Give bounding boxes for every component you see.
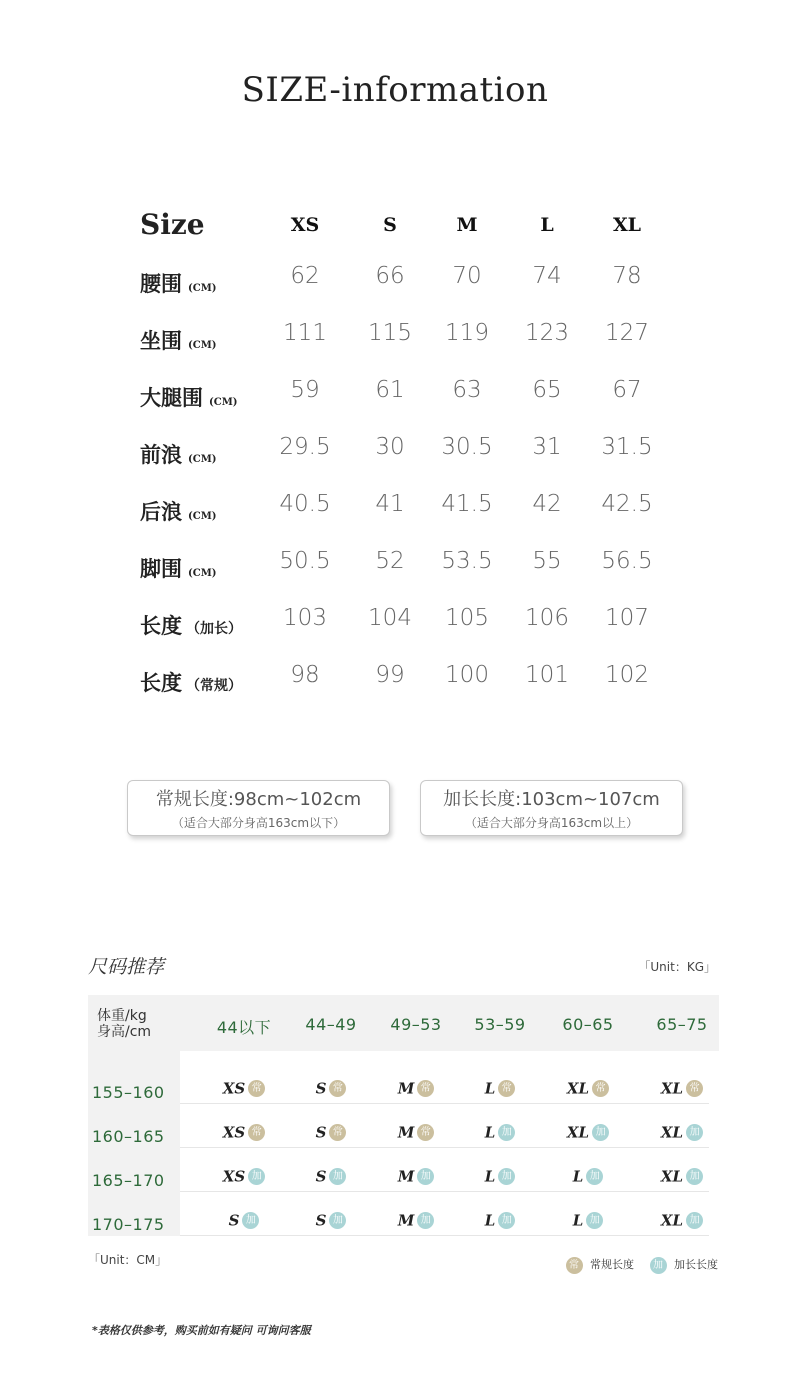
size-value: 50.5 xyxy=(279,548,331,574)
weight-col-2: 49–53 xyxy=(390,1015,442,1034)
legend-long xyxy=(650,1256,719,1274)
size-label: L xyxy=(484,1167,496,1186)
recommended-size xyxy=(371,1210,461,1230)
regular-length-info xyxy=(127,780,390,836)
size-label: S xyxy=(315,1167,327,1186)
size-value: 105 xyxy=(445,605,489,631)
size-value: 59 xyxy=(290,377,320,403)
size-value: 30.5 xyxy=(441,434,493,460)
measure-unit: (CM) xyxy=(188,454,217,465)
size-value: 52 xyxy=(375,548,405,574)
measure-name: 后浪 xyxy=(140,499,182,524)
size-value: 30 xyxy=(375,434,405,460)
recommended-size xyxy=(543,1166,633,1186)
recommended-size xyxy=(286,1078,376,1098)
row-divider xyxy=(180,1235,709,1236)
size-header-xl: XL xyxy=(612,214,642,236)
recommended-size xyxy=(371,1078,461,1098)
size-value: 63 xyxy=(452,377,482,403)
size-value: 111 xyxy=(283,320,327,346)
size-value: 42 xyxy=(532,491,562,517)
size-header-label: Size xyxy=(140,208,205,241)
measure-name: 前浪 xyxy=(140,442,182,467)
long-badge-icon: 加 xyxy=(592,1124,609,1141)
measure-name: 坐围 xyxy=(140,328,182,353)
measure-unit: （常规） xyxy=(186,678,242,694)
recommended-size xyxy=(637,1166,727,1186)
measure-label xyxy=(140,667,242,697)
size-value: 55 xyxy=(532,548,562,574)
long-badge-icon: 加 xyxy=(686,1168,703,1185)
weight-col-4: 60–65 xyxy=(562,1015,614,1034)
size-label: XL xyxy=(660,1167,684,1186)
size-value: 41.5 xyxy=(441,491,493,517)
weight-col-5: 65–75 xyxy=(656,1015,708,1034)
size-value: 41 xyxy=(375,491,405,517)
size-value: 103 xyxy=(283,605,327,631)
regular-length-sub: （适合大部分身高163cm以下） xyxy=(171,816,346,830)
regular-badge-icon: 常 xyxy=(592,1080,609,1097)
size-label: XL xyxy=(566,1079,590,1098)
recommended-size xyxy=(543,1122,633,1142)
measure-label xyxy=(140,496,217,526)
page-title: SIZE-information xyxy=(241,70,549,110)
recommended-size xyxy=(199,1078,289,1098)
size-label: XL xyxy=(660,1211,684,1230)
size-label: S xyxy=(315,1079,327,1098)
recommendation-row xyxy=(88,1192,719,1236)
recommended-size xyxy=(286,1166,376,1186)
measure-name: 大腿围 xyxy=(140,385,203,410)
size-header-xs: XS xyxy=(290,214,320,236)
recommended-size xyxy=(286,1122,376,1142)
regular-length-main: 常规长度:98cm~102cm xyxy=(155,789,362,810)
long-length-main: 加长长度:103cm~107cm xyxy=(443,789,660,810)
size-value: 106 xyxy=(525,605,569,631)
recommendation-row xyxy=(88,1148,719,1192)
size-value: 40.5 xyxy=(279,491,331,517)
size-value: 31 xyxy=(532,434,562,460)
regular-badge-icon: 常 xyxy=(417,1080,434,1097)
size-value: 29.5 xyxy=(279,434,331,460)
size-label: M xyxy=(397,1079,415,1098)
measure-unit: (CM) xyxy=(188,340,217,351)
size-label: S xyxy=(315,1123,327,1142)
recommended-size xyxy=(543,1210,633,1230)
size-label: M xyxy=(397,1167,415,1186)
regular-badge-icon: 常 xyxy=(329,1124,346,1141)
long-badge-icon: 加 xyxy=(242,1212,259,1229)
recommended-size xyxy=(371,1122,461,1142)
recommended-size xyxy=(543,1078,633,1098)
measure-name: 腰围 xyxy=(140,271,182,296)
recommended-size xyxy=(199,1166,289,1186)
size-label: XS xyxy=(222,1167,246,1186)
long-badge-icon: 加 xyxy=(417,1212,434,1229)
height-range: 170–175 xyxy=(92,1215,165,1234)
measure-name: 长度 xyxy=(140,613,182,638)
size-value: 107 xyxy=(605,605,649,631)
recommendation-title: 尺码推荐 xyxy=(88,956,165,978)
size-value: 123 xyxy=(525,320,569,346)
size-header-s: S xyxy=(383,214,397,236)
regular-badge-icon: 常 xyxy=(566,1257,583,1274)
height-range: 165–170 xyxy=(92,1171,165,1190)
size-label: L xyxy=(572,1211,584,1230)
size-value: 62 xyxy=(290,263,320,289)
long-badge-icon: 加 xyxy=(498,1212,515,1229)
weight-col-3: 53–59 xyxy=(474,1015,526,1034)
size-label: S xyxy=(228,1211,240,1230)
long-badge-icon: 加 xyxy=(686,1212,703,1229)
size-value: 101 xyxy=(525,662,569,688)
size-value: 70 xyxy=(452,263,482,289)
corner-height-label: 身高/cm xyxy=(97,1024,152,1040)
regular-badge-icon: 常 xyxy=(417,1124,434,1141)
size-header-l: L xyxy=(540,214,554,236)
size-label: XL xyxy=(660,1079,684,1098)
height-range: 160–165 xyxy=(92,1127,165,1146)
size-value: 78 xyxy=(612,263,642,289)
long-badge-icon: 加 xyxy=(650,1257,667,1274)
size-value: 53.5 xyxy=(441,548,493,574)
size-label: L xyxy=(484,1123,496,1142)
measure-label xyxy=(140,553,217,583)
size-value: 56.5 xyxy=(601,548,653,574)
long-badge-icon: 加 xyxy=(498,1124,515,1141)
measure-label xyxy=(140,382,238,412)
recommended-size xyxy=(455,1210,545,1230)
recommendation-row xyxy=(88,1060,719,1104)
size-value: 67 xyxy=(612,377,642,403)
measure-label xyxy=(140,610,242,640)
size-value: 100 xyxy=(445,662,489,688)
regular-badge-icon: 常 xyxy=(248,1080,265,1097)
recommended-size xyxy=(199,1210,289,1230)
measure-unit: (CM) xyxy=(188,283,217,294)
size-value: 42.5 xyxy=(601,491,653,517)
height-range: 155–160 xyxy=(92,1083,165,1102)
size-label: XL xyxy=(660,1123,684,1142)
size-label: XL xyxy=(566,1123,590,1142)
size-value: 61 xyxy=(375,377,405,403)
measure-name: 长度 xyxy=(140,670,182,695)
size-label: M xyxy=(397,1211,415,1230)
recommended-size xyxy=(637,1210,727,1230)
corner-label xyxy=(97,1008,151,1040)
recommendation-header xyxy=(88,995,719,1051)
long-badge-icon: 加 xyxy=(329,1212,346,1229)
recommended-size xyxy=(199,1122,289,1142)
size-label: S xyxy=(315,1211,327,1230)
legend-regular xyxy=(566,1256,635,1274)
regular-badge-icon: 常 xyxy=(498,1080,515,1097)
regular-badge-icon: 常 xyxy=(248,1124,265,1141)
legend-long-label: 加长长度 xyxy=(674,1258,718,1271)
recommended-size xyxy=(637,1122,727,1142)
weight-unit-label: 「Unit：KG」 xyxy=(638,960,716,974)
footnote: *表格仅供参考，购买前如有疑问 可询问客服 xyxy=(92,1324,311,1337)
size-value: 74 xyxy=(532,263,562,289)
corner-weight-label: 体重/kg xyxy=(97,1008,147,1024)
legend-regular-label: 常规长度 xyxy=(590,1258,634,1271)
size-label: L xyxy=(572,1167,584,1186)
long-badge-icon: 加 xyxy=(586,1168,603,1185)
long-badge-icon: 加 xyxy=(248,1168,265,1185)
size-value: 115 xyxy=(368,320,412,346)
recommended-size xyxy=(371,1166,461,1186)
measure-label xyxy=(140,268,217,298)
size-value: 104 xyxy=(368,605,412,631)
recommended-size xyxy=(455,1122,545,1142)
long-length-sub: （适合大部分身高163cm以上） xyxy=(464,816,639,830)
size-label: L xyxy=(484,1211,496,1230)
measure-unit: (CM) xyxy=(188,511,217,522)
long-badge-icon: 加 xyxy=(686,1124,703,1141)
measure-unit: (CM) xyxy=(209,397,238,408)
size-label: M xyxy=(397,1123,415,1142)
regular-badge-icon: 常 xyxy=(686,1080,703,1097)
size-label: L xyxy=(484,1079,496,1098)
measure-label xyxy=(140,439,217,469)
legend xyxy=(554,1256,719,1274)
size-value: 127 xyxy=(605,320,649,346)
long-badge-icon: 加 xyxy=(417,1168,434,1185)
size-value: 98 xyxy=(290,662,320,688)
measure-label xyxy=(140,325,217,355)
size-value: 102 xyxy=(605,662,649,688)
recommended-size xyxy=(455,1078,545,1098)
size-header-m: M xyxy=(456,214,478,236)
measure-unit: （加长） xyxy=(186,621,242,637)
recommended-size xyxy=(455,1166,545,1186)
recommendation-row xyxy=(88,1104,719,1148)
size-value: 119 xyxy=(445,320,489,346)
size-value: 66 xyxy=(375,263,405,289)
weight-col-1: 44–49 xyxy=(305,1015,357,1034)
measure-unit: (CM) xyxy=(188,568,217,579)
recommended-size xyxy=(637,1078,727,1098)
long-badge-icon: 加 xyxy=(329,1168,346,1185)
long-badge-icon: 加 xyxy=(498,1168,515,1185)
size-label: XS xyxy=(222,1079,246,1098)
weight-col-0: 44以下 xyxy=(216,1018,272,1037)
size-value: 31.5 xyxy=(601,434,653,460)
height-unit-label: 「Unit：CM」 xyxy=(88,1253,168,1267)
long-length-info xyxy=(420,780,683,836)
size-value: 99 xyxy=(375,662,405,688)
regular-badge-icon: 常 xyxy=(329,1080,346,1097)
recommended-size xyxy=(286,1210,376,1230)
long-badge-icon: 加 xyxy=(586,1212,603,1229)
measure-name: 脚围 xyxy=(140,556,182,581)
size-label: XS xyxy=(222,1123,246,1142)
size-value: 65 xyxy=(532,377,562,403)
